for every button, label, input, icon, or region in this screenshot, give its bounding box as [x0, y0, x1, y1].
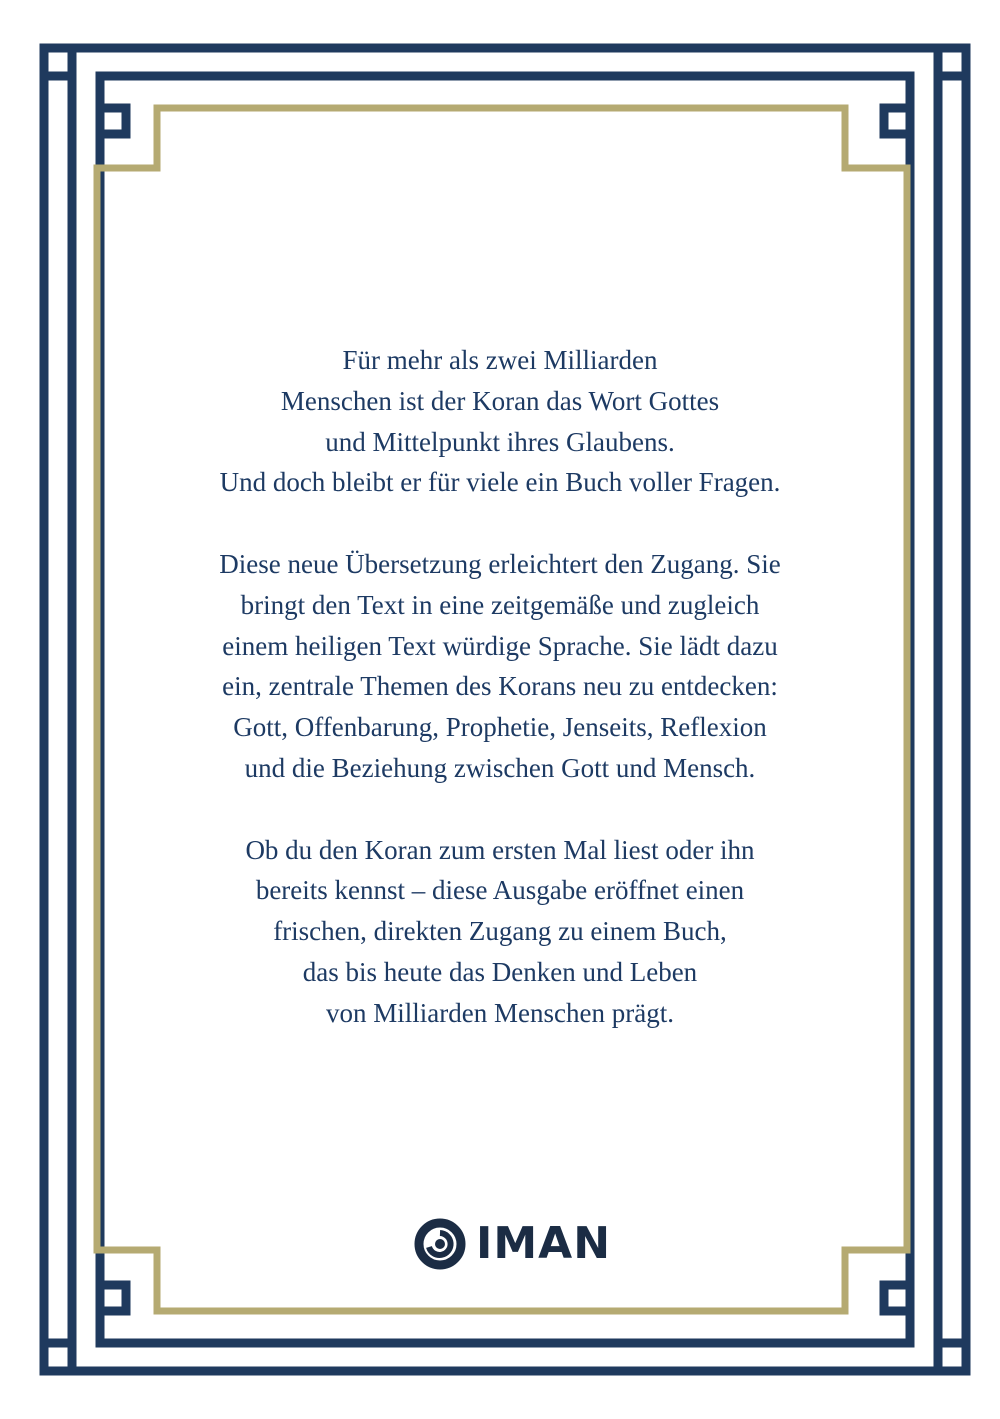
inner-corner-bl [100, 1285, 126, 1311]
text-line: bringt den Text in eine zeitgemäße und zugleich [240, 589, 760, 620]
text-line: ein, zentrale Themen des Korans neu zu entdecken: [222, 671, 778, 702]
text-line: Für mehr als zwei Milliarden [342, 345, 658, 375]
text-line: einem heiligen Text würdige Sprache. Sie lädt dazu [222, 630, 778, 661]
paragraph-1 [160, 340, 840, 503]
paragraph-3 [160, 830, 840, 1034]
iman-logo [414, 1216, 611, 1272]
logo-wordmark: IMAN [476, 1218, 612, 1269]
text-line: das bis heute das Denken und Leben [302, 956, 698, 987]
paragraph-2 [160, 544, 840, 789]
inner-corner-tr [884, 108, 910, 134]
iman-logo-icon [414, 1218, 466, 1270]
text-line: Ob du den Koran zum ersten Mal liest oder ihn [245, 834, 755, 865]
text-line: Diese neue Übersetzung erleichtert den Zugang. Sie [219, 548, 781, 579]
text-line: bereits kennst – diese Ausgabe eröffnet einen [255, 875, 745, 906]
description-text [160, 340, 840, 1074]
text-line: und Mittelpunkt ihres Glaubens. [325, 426, 675, 457]
text-line: Menschen ist der Koran das Wort Gottes [280, 385, 720, 416]
text-line: und die Beziehung zwischen Gott und Mensch. [244, 752, 756, 783]
text-line: Und doch bleibt er für viele ein Buch voller Fragen. [219, 467, 781, 498]
text-line: frischen, direkten Zugang zu einem Buch, [273, 916, 727, 947]
text-line: von Milliarden Menschen prägt. [326, 997, 674, 1028]
text-line: Gott, Offenbarung, Prophetie, Jenseits, Reflexion [233, 712, 767, 743]
inner-corner-tl [100, 108, 126, 134]
inner-corner-br [884, 1285, 910, 1311]
